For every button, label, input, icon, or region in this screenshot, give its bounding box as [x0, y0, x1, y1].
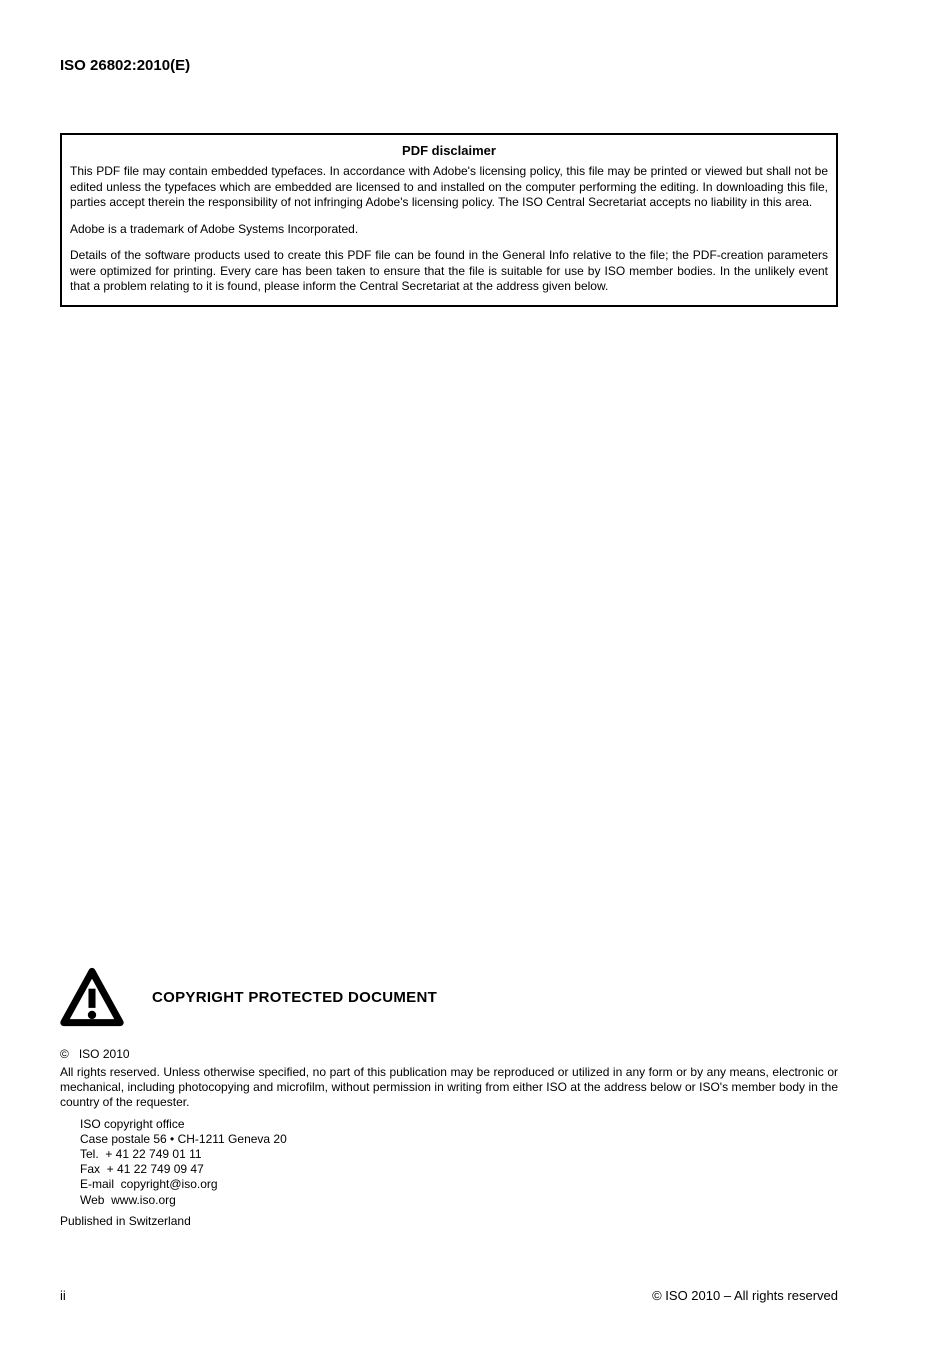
address-line-tel: Tel. + 41 22 749 01 11 — [80, 1147, 202, 1162]
copyright-heading: COPYRIGHT PROTECTED DOCUMENT — [152, 988, 438, 1006]
address-line-postal: Case postale 56 • CH-1211 Geneva 20 — [80, 1131, 287, 1146]
disclaimer-paragraph-2: Adobe is a trademark of Adobe Systems Incorporated. — [70, 221, 359, 236]
disclaimer-paragraph-3: Details of the software products used to create this PDF file can be found in the General Info relative to the file; the PDF-creation parameters were optimized for printing. Every care has been taken to ensure that the file is suitable for use by ISO member bodies. In the unlikely event that a problem relating to it is found, please inform the Central Secretariat at the address given below. — [70, 248, 828, 293]
copyright-section — [60, 963, 838, 1228]
warning-triangle-icon — [60, 967, 124, 1027]
published-line: Published in Switzerland — [60, 1213, 191, 1228]
rights-reserved-text: All rights reserved. Unless otherwise specified, no part of this publication may be reproduced or utilized in any form or by any means, electronic or mechanical, including photocopying and microfilm, without permission in writing from either ISO at the address below or ISO's member body in the country of the requester. — [60, 1065, 838, 1110]
page-footer — [60, 1288, 838, 1303]
copyright-year-line: © ISO 2010 — [60, 1047, 130, 1061]
address-line-web: Web www.iso.org — [80, 1192, 176, 1207]
disclaimer-title: PDF disclaimer — [402, 143, 496, 158]
address-line-fax: Fax + 41 22 749 09 47 — [80, 1162, 204, 1177]
footer-copyright: © ISO 2010 – All rights reserved — [652, 1288, 838, 1303]
address-line-office: ISO copyright office — [80, 1116, 185, 1131]
address-line-email: E-mail copyright@iso.org — [80, 1177, 218, 1192]
disclaimer-paragraph-1: This PDF file may contain embedded typefaces. In accordance with Adobe's licensing policy, this file may be printed or viewed but shall not be edited unless the typefaces which are embedded are licensed to and installed on the computer performing the editing. In downloading this file, parties accept therein the responsibility of not infringing Adobe's licensing policy. The ISO Central Secretariat accepts no liability in this area. — [70, 164, 828, 209]
page-number: ii — [60, 1288, 66, 1303]
iso-address-block — [80, 1117, 838, 1208]
copyright-heading-row — [60, 963, 838, 1031]
document-id: ISO 26802:2010(E) — [60, 57, 191, 74]
pdf-disclaimer-box — [60, 133, 838, 307]
